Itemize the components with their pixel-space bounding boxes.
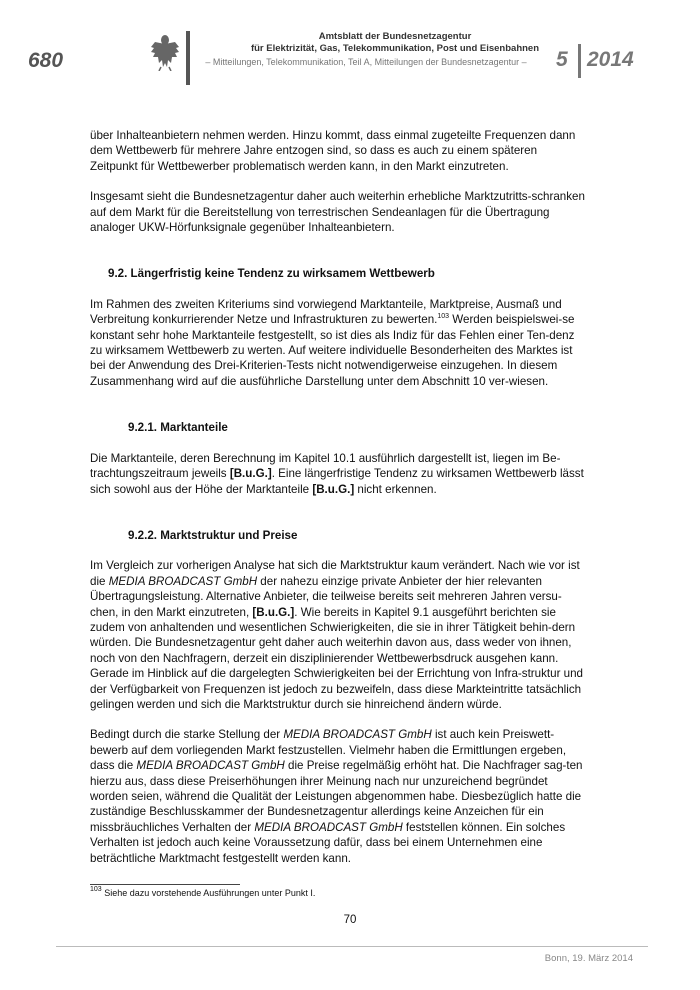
issue-year: 2014 [587, 48, 634, 71]
gazette-title [196, 31, 594, 55]
redaction-bug-2: [B.u.G.] [312, 482, 355, 496]
paragraph-4 [90, 451, 586, 497]
heading-9-2-1: 9.2.1. Marktanteile [128, 421, 228, 435]
footnote-103 [90, 888, 315, 898]
paragraph-4-part-b: . Eine längerfristige Tendenz zu wirksamen Wettbewerb lässt sich sowohl aus der Höhe der Marktanteile [90, 467, 584, 496]
company-name-2: MEDIA BROADCAST GmbH [283, 728, 432, 742]
federal-eagle-icon [150, 33, 180, 71]
paragraph-6 [90, 727, 586, 866]
paragraph-5-part-b: der nahezu einzige private Anbieter der hier relevanten Übertragungsleistung. Alternative Anbieter, die teilweise bereits seit mehreren Jahren versu-chen, in den Markt einzutreten, [90, 574, 562, 619]
header-divider [186, 31, 190, 85]
paragraph-4-part-c: nicht erkennen. [354, 482, 437, 496]
page-body [90, 128, 586, 866]
heading-9-2: 9.2. Längerfristig keine Tendenz zu wirksamem Wettbewerb [108, 267, 435, 281]
gazette-title-line2: für Elektrizität, Gas, Telekommunikation, Post und Eisenbahnen [250, 43, 540, 54]
paragraph-5 [90, 558, 586, 712]
footer-divider [56, 946, 648, 947]
paragraph-5-part-c: . Wie bereits in Kapitel 9.1 ausgeführt berichten sie zudem von anhaltenden und wesentlichen Schwierigkeiten, die sie in ihrer Tätigkeit behin-dern würden. Die Bundesnetzagentur geht daher auch weiterhin davon aus, dass weder von ihnen, noch von den Nachfragern, derzeit ein disziplinierender Wettbewerbsdruck ausgehen kann. Gerade im Hinblick auf die dargelegten Schwierigkeiten bei der Errichtung von Infra-struktur und der Verfügbarkeit von Frequenzen ist jedoch zu bezweifeln, dass diese Markteintritte tatsächlich gelingen werden und sich die Marktstruktur durch sie hinreichend ändern würde. [90, 605, 583, 711]
paragraph-5-part-a: Im Vergleich zur vorherigen Analyse hat sich die Marktstruktur kaum verändert. Nach wie vor ist die [90, 559, 580, 588]
paragraph-3-part-b: Werden beispielswei-se konstant sehr hohe Marktanteile festgestellt, so ist dies als Indiz für das Fehlen einer Ten-denz zu wirksamem Wettbewerb zu werten. Auf weitere individuelle Besonderheiten des Marktes ist bei der Anwendung des Drei-Kriterien-Tests nicht notwendigerweise einzugehen. In diesem Zusammenhang wird auf die ausführliche Darstellung unter dem Abschnitt 10 ver-wiesen. [90, 313, 575, 388]
paragraph-6-part-b: ist auch kein Preiswett-bewerb auf dem vorliegenden Markt festzustellen. Vielmehr haben die Ermittlungen ergeben, dass die [90, 728, 567, 773]
paragraph-4-part-a: Die Marktanteile, deren Berechnung im Kapitel 10.1 ausführlich dargestellt ist, liegen im Be-trachtungszeitraum jeweils [90, 451, 561, 481]
issue-divider [578, 44, 581, 78]
footnote-text: Siehe dazu vorstehende Ausführungen unter Punkt I. [101, 888, 316, 898]
redaction-bug-3: [B.u.G.] [252, 605, 295, 619]
paragraph-6-part-c: die Preise regelmäßig erhöht hat. Die Nachfrager sag-ten hierzu aus, dass diese Preiserhöhungen ihrer Meinung nach nur unzureichend begründet worden seien, während die Qualität der Leistungen abgenommen habe. Diesbezüglich hatte die zuständige Beschlusskammer der Bundesnetzagentur allerdings keine Anzeichen für ein missbräuchliches Verhalten der [90, 759, 583, 834]
paragraph-3-part-a: Im Rahmen des zweiten Kriteriums sind vorwiegend Marktanteile, Marktpreise, Ausmaß und Verbreitung konkurrierender Netze und Infrastrukturen zu bewerten. [90, 297, 562, 327]
paragraph-6-part-a: Bedingt durch die starke Stellung der [90, 728, 284, 742]
company-name-3: MEDIA BROADCAST GmbH [136, 759, 285, 773]
footnote-ref-103: 103 [437, 313, 450, 321]
header-page-number: 680 [28, 49, 64, 72]
footer-page-number: 70 [343, 914, 357, 926]
heading-9-2-2: 9.2.2. Marktstruktur und Preise [128, 528, 298, 542]
company-name-1: MEDIA BROADCAST GmbH [108, 574, 258, 588]
paragraph-2: Insgesamt sieht die Bundesnetzagentur daher auch weiterhin erhebliche Marktzutritts-schranken auf dem Markt für die Bereitstellung von terrestrischen Sendeanlagen für die Übertragung analoger UKW-Hörfunksignale gegenüber Inhalteanbietern. [90, 190, 585, 235]
gazette-subtitle: – Mitteilungen, Telekommunikation, Teil A, Mitteilungen der Bundesnetzagentur – [205, 57, 527, 67]
footnote-divider [90, 884, 240, 885]
paragraph-3 [90, 297, 586, 389]
footer-place-date: Bonn, 19. März 2014 [544, 953, 633, 964]
company-name-4: MEDIA BROADCAST GmbH [254, 820, 403, 834]
redaction-bug-1: [B.u.G.] [229, 467, 272, 481]
issue-number: 5 [556, 48, 568, 71]
paragraph-1: über Inhalteanbietern nehmen werden. Hinzu kommt, dass einmal zugeteilte Frequenzen dann dem Wettbewerb für mehrere Jahre entzogen sind, so dass es auch zu einem späteren Zeitpunkt für Wettbewerber problematisch werden kann, in den Markt einzutreten. [90, 129, 576, 173]
gazette-title-line1: Amtsblatt der Bundesnetzagentur [318, 31, 472, 42]
paragraph-6-part-d: feststellen können. Ein solches Verhalten ist jedoch auch keine Voraussetzung dafür, dass bei einem Unternehmen eine beträchtliche Marktmacht festgestellt werden kann. [90, 820, 566, 865]
footnote-mark: 103 [90, 886, 102, 893]
